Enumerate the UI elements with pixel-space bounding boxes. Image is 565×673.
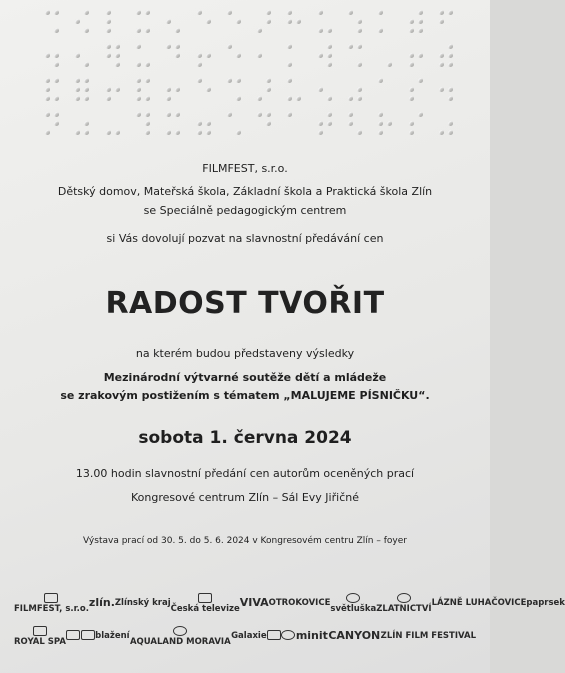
braille-cell — [191, 8, 217, 36]
braille-dot — [287, 19, 292, 24]
braille-cell — [403, 76, 429, 104]
braille-dot — [257, 96, 262, 101]
braille-dot — [287, 78, 292, 83]
braille-dot — [418, 28, 423, 33]
sponsor-logo — [432, 599, 527, 608]
braille-cell — [222, 42, 248, 70]
braille-dot — [136, 28, 141, 33]
braille-dot — [54, 62, 59, 67]
braille-dot — [327, 121, 332, 126]
braille-dot — [197, 53, 202, 58]
sponsor-logo — [281, 630, 295, 642]
sponsor-logo-label: Zlínský kraj — [114, 597, 171, 608]
sponsor-logo — [231, 632, 267, 641]
braille-dot — [409, 19, 414, 24]
braille-dot — [327, 96, 332, 101]
braille-dot — [75, 96, 80, 101]
braille-cell — [101, 76, 127, 104]
braille-dot — [166, 130, 171, 135]
braille-dot — [84, 78, 89, 83]
braille-dot — [318, 87, 323, 92]
braille-dot — [257, 53, 262, 58]
braille-cell — [403, 42, 429, 70]
sponsor-logo — [171, 593, 240, 614]
event-time: 13.00 hodin slavnostní předání cen autorům oceněných prací — [75, 467, 415, 480]
braille-cell — [434, 8, 460, 36]
sponsor-logo-label: minit — [295, 629, 328, 643]
braille-dot — [84, 130, 89, 135]
braille-dot — [227, 112, 232, 117]
braille-dot — [378, 112, 383, 117]
braille-dot — [175, 44, 180, 49]
sponsor-logo-label: světluška — [330, 603, 377, 614]
braille-dot — [166, 112, 171, 117]
braille-dot — [197, 10, 202, 15]
braille-dot — [206, 130, 211, 135]
braille-cell — [373, 8, 399, 36]
braille-dot — [136, 78, 141, 83]
braille-dot — [448, 121, 453, 126]
braille-dot — [136, 87, 141, 92]
braille-cell — [161, 76, 187, 104]
braille-dot — [409, 121, 414, 126]
braille-dot — [409, 62, 414, 67]
braille-dot — [236, 78, 241, 83]
braille-dot — [348, 44, 353, 49]
braille-dot — [106, 53, 111, 58]
braille-dot — [387, 121, 392, 126]
braille-dot — [236, 19, 241, 24]
braille-dot — [448, 130, 453, 135]
braille-dot — [378, 121, 383, 126]
braille-dot — [357, 87, 362, 92]
braille-dot — [439, 62, 444, 67]
braille-dot — [175, 112, 180, 117]
braille-dot — [145, 10, 150, 15]
braille-cell — [373, 76, 399, 104]
braille-dot — [318, 121, 323, 126]
braille-cell — [40, 110, 66, 138]
braille-cell — [252, 76, 278, 104]
invitation-line: si Vás dovolují pozvat na slavnostní předávání cen — [106, 232, 384, 245]
braille-cell — [373, 42, 399, 70]
sponsor-logo-label: CANYON — [328, 629, 381, 643]
braille-dot — [115, 130, 120, 135]
braille-dot — [206, 53, 211, 58]
sponsor-logo-label: FILMFEST, s.r.o. — [14, 603, 89, 614]
braille-cell — [343, 8, 369, 36]
braille-dot — [106, 44, 111, 49]
braille-dot — [54, 112, 59, 117]
braille-cell — [161, 8, 187, 36]
braille-dot — [409, 130, 414, 135]
sponsor-logo — [81, 630, 95, 642]
sponsor-logo — [269, 599, 331, 608]
braille-dot — [197, 130, 202, 135]
braille-dot — [418, 10, 423, 15]
event-date: sobota 1. června 2024 — [138, 428, 352, 448]
wave-icon — [173, 626, 187, 636]
tv-icon — [198, 593, 212, 603]
braille-dot — [206, 121, 211, 126]
braille-dot — [166, 96, 171, 101]
braille-cell — [434, 76, 460, 104]
braille-dot — [357, 44, 362, 49]
braille-cell — [40, 76, 66, 104]
exhibition-note: Výstava prací od 30. 5. do 5. 6. 2024 v Kongresovém centru Zlín – foyer — [83, 536, 407, 546]
braille-dot — [197, 121, 202, 126]
braille-cell — [191, 110, 217, 138]
braille-cell — [222, 110, 248, 138]
event-venue: Kongresové centrum Zlín – Sál Evy Jiřičné — [131, 491, 359, 504]
braille-dot — [439, 87, 444, 92]
braille-dot — [357, 130, 362, 135]
braille-dot — [115, 62, 120, 67]
braille-dot — [418, 112, 423, 117]
braille-dot — [75, 19, 80, 24]
star-icon — [346, 593, 360, 603]
sponsor-logo — [376, 593, 431, 614]
braille-dot — [145, 112, 150, 117]
braille-dot — [266, 19, 271, 24]
presented-line: na kterém budou představeny výsledky — [135, 347, 355, 360]
braille-dot — [378, 78, 383, 83]
sponsor-logo-label: AQUALAND MORAVIA — [129, 636, 231, 647]
braille-dot — [266, 10, 271, 15]
braille-cell — [313, 76, 339, 104]
braille-dot — [115, 44, 120, 49]
braille-dot — [45, 78, 50, 83]
building-icon — [81, 630, 95, 640]
braille-dot — [287, 96, 292, 101]
braille-dot — [54, 121, 59, 126]
braille-dot — [418, 19, 423, 24]
braille-dot — [45, 53, 50, 58]
sponsor-logo — [526, 599, 565, 608]
braille-dot — [357, 62, 362, 67]
braille-cell — [252, 8, 278, 36]
braille-dot — [348, 112, 353, 117]
braille-dot — [145, 78, 150, 83]
braille-dot — [448, 62, 453, 67]
braille-dot — [197, 62, 202, 67]
braille-dot — [45, 112, 50, 117]
sponsor-logo-label: ZLATNICTVÍ — [376, 603, 432, 614]
braille-cell — [434, 110, 460, 138]
braille-cell — [191, 42, 217, 70]
braille-dot — [106, 19, 111, 24]
braille-dot — [439, 19, 444, 24]
braille-dot — [409, 87, 414, 92]
braille-dot — [327, 28, 332, 33]
sponsor-logo — [381, 632, 476, 641]
braille-cell — [313, 42, 339, 70]
braille-cell — [343, 110, 369, 138]
braille-dot — [136, 62, 141, 67]
braille-cell — [40, 8, 66, 36]
braille-dot — [348, 10, 353, 15]
braille-cell — [343, 42, 369, 70]
braille-cell — [131, 76, 157, 104]
braille-dot — [296, 96, 301, 101]
braille-dot — [409, 96, 414, 101]
braille-dot — [106, 28, 111, 33]
braille-dot — [166, 87, 171, 92]
contest-line-1: Mezinárodní výtvarné soutěže dětí a mládeže — [103, 371, 387, 384]
braille-dot — [378, 10, 383, 15]
braille-dot — [45, 87, 50, 92]
braille-dot — [418, 78, 423, 83]
braille-dot — [45, 130, 50, 135]
braille-cell — [282, 8, 308, 36]
braille-dot — [448, 53, 453, 58]
braille-dot — [106, 96, 111, 101]
braille-dot — [257, 112, 262, 117]
braille-dot — [327, 44, 332, 49]
braille-dot — [84, 121, 89, 126]
braille-cell — [343, 76, 369, 104]
braille-cell — [70, 110, 96, 138]
sponsor-logo-label: LÁZNĚ LUHAČOVICE — [431, 597, 527, 608]
braille-dot — [287, 10, 292, 15]
braille-dot — [197, 78, 202, 83]
braille-dot — [54, 28, 59, 33]
braille-dot — [145, 130, 150, 135]
organizer-name: FILMFEST, s.r.o. — [202, 162, 288, 175]
braille-cell — [161, 110, 187, 138]
braille-cell — [434, 42, 460, 70]
braille-cell — [222, 8, 248, 36]
braille-dot — [84, 28, 89, 33]
sponsor-logo-label: ZLÍN FILM FESTIVAL — [380, 630, 476, 641]
braille-cell — [252, 110, 278, 138]
institution-line-1: Dětský domov, Mateřská škola, Základní škola a Praktická škola Zlín — [57, 185, 433, 198]
braille-cell — [373, 110, 399, 138]
braille-cell — [131, 42, 157, 70]
film-icon — [267, 630, 281, 640]
braille-dot — [296, 19, 301, 24]
braille-dot — [357, 28, 362, 33]
braille-cell — [403, 110, 429, 138]
sponsor-logo-label: OTROKOVICE — [268, 597, 331, 608]
sponsor-logo-label: Česká televize — [170, 603, 240, 614]
braille-dot — [175, 130, 180, 135]
braille-cell — [131, 8, 157, 36]
braille-dot — [145, 28, 150, 33]
braille-cell — [70, 42, 96, 70]
event-title: RADOST TVOŘIT — [105, 286, 385, 321]
braille-cell — [313, 8, 339, 36]
braille-dot — [448, 44, 453, 49]
sponsor-logo — [14, 593, 89, 614]
braille-cell — [282, 76, 308, 104]
braille-dot — [175, 87, 180, 92]
braille-dot — [448, 87, 453, 92]
braille-dot — [106, 87, 111, 92]
sponsor-logo-label: zlín. — [88, 596, 115, 610]
sponsor-logo — [95, 632, 129, 641]
braille-dot — [266, 78, 271, 83]
braille-dot — [45, 10, 50, 15]
braille-dot — [318, 10, 323, 15]
braille-dot — [166, 44, 171, 49]
braille-dot — [357, 19, 362, 24]
braille-dot — [287, 44, 292, 49]
braille-dot — [378, 130, 383, 135]
braille-cell — [161, 42, 187, 70]
braille-dot — [45, 96, 50, 101]
braille-dot — [287, 62, 292, 67]
person-icon — [281, 630, 295, 640]
sponsor-logo-label: ROYAL SPA — [14, 636, 66, 647]
braille-dot — [318, 28, 323, 33]
sponsor-logo — [296, 630, 328, 642]
braille-dot — [236, 96, 241, 101]
institution-line-2: se Speciálně pedagogickým centrem — [143, 204, 347, 217]
crown-icon — [33, 626, 47, 636]
braille-cell — [191, 76, 217, 104]
braille-dot — [227, 78, 232, 83]
braille-cell — [40, 42, 66, 70]
braille-dot — [136, 10, 141, 15]
braille-cell — [313, 110, 339, 138]
braille-dot — [175, 53, 180, 58]
braille-dot — [84, 62, 89, 67]
braille-cell — [403, 8, 429, 36]
braille-dot — [75, 130, 80, 135]
braille-dot — [448, 10, 453, 15]
braille-dot — [115, 87, 120, 92]
braille-dot — [115, 53, 120, 58]
braille-dot — [357, 96, 362, 101]
sponsor-logo — [115, 599, 171, 608]
braille-dot — [236, 130, 241, 135]
braille-dot — [448, 96, 453, 101]
sponsor-logo-label: blažení — [95, 630, 130, 641]
braille-dot — [54, 96, 59, 101]
braille-dot — [236, 53, 241, 58]
braille-cell — [282, 110, 308, 138]
braille-dot — [327, 53, 332, 58]
braille-dot — [439, 10, 444, 15]
braille-dot — [266, 121, 271, 126]
braille-dot — [409, 53, 414, 58]
braille-dot — [327, 62, 332, 67]
braille-dot — [75, 53, 80, 58]
sponsor-logo-label: paprsek — [526, 597, 565, 608]
braille-dot — [439, 53, 444, 58]
braille-dot — [166, 19, 171, 24]
sponsor-logo — [130, 626, 231, 647]
braille-embossing — [40, 8, 460, 138]
sponsor-logo — [66, 630, 80, 642]
braille-cell — [101, 8, 127, 36]
braille-dot — [75, 87, 80, 92]
braille-dot — [136, 112, 141, 117]
braille-cell — [101, 42, 127, 70]
braille-dot — [318, 53, 323, 58]
braille-cell — [222, 76, 248, 104]
braille-dot — [84, 10, 89, 15]
braille-dot — [348, 96, 353, 101]
braille-dot — [145, 121, 150, 126]
braille-dot — [136, 44, 141, 49]
braille-dot — [266, 112, 271, 117]
braille-dot — [145, 96, 150, 101]
braille-cell — [70, 8, 96, 36]
braille-dot — [257, 28, 262, 33]
sponsor-logos-row-2 — [14, 620, 476, 652]
sponsor-logo — [328, 630, 380, 642]
braille-cell — [252, 42, 278, 70]
braille-cell — [282, 42, 308, 70]
braille-dot — [84, 96, 89, 101]
sponsor-logo — [89, 597, 115, 609]
sponsor-logos-row-1 — [14, 590, 565, 616]
braille-dot — [439, 130, 444, 135]
braille-dot — [106, 130, 111, 135]
braille-dot — [327, 112, 332, 117]
braille-dot — [54, 53, 59, 58]
braille-dot — [54, 78, 59, 83]
braille-dot — [348, 121, 353, 126]
braille-cell — [70, 76, 96, 104]
braille-cell — [101, 110, 127, 138]
sponsor-logo-label: Galaxie — [231, 630, 267, 641]
contest-line-2: se zrakovým postižením s tématem „MALUJEME PÍSNIČKU“. — [60, 389, 430, 402]
braille-dot — [206, 19, 211, 24]
braille-dot — [206, 87, 211, 92]
building-icon — [66, 630, 80, 640]
braille-cell — [131, 110, 157, 138]
braille-dot — [136, 96, 141, 101]
sponsor-logo — [14, 626, 66, 647]
film-icon — [44, 593, 58, 603]
sponsor-logo — [240, 597, 269, 609]
braille-dot — [84, 87, 89, 92]
braille-dot — [145, 62, 150, 67]
sponsor-logo-label: VIVA — [239, 596, 269, 610]
braille-dot — [287, 112, 292, 117]
braille-dot — [54, 10, 59, 15]
braille-dot — [266, 87, 271, 92]
braille-dot — [227, 10, 232, 15]
braille-dot — [75, 78, 80, 83]
sponsor-logo — [330, 593, 376, 614]
ring-icon — [397, 593, 411, 603]
braille-dot — [418, 53, 423, 58]
braille-dot — [175, 28, 180, 33]
braille-dot — [227, 44, 232, 49]
sponsor-logo — [267, 630, 281, 642]
braille-dot — [378, 28, 383, 33]
braille-dot — [106, 10, 111, 15]
braille-dot — [387, 62, 392, 67]
braille-dot — [318, 130, 323, 135]
braille-dot — [409, 28, 414, 33]
